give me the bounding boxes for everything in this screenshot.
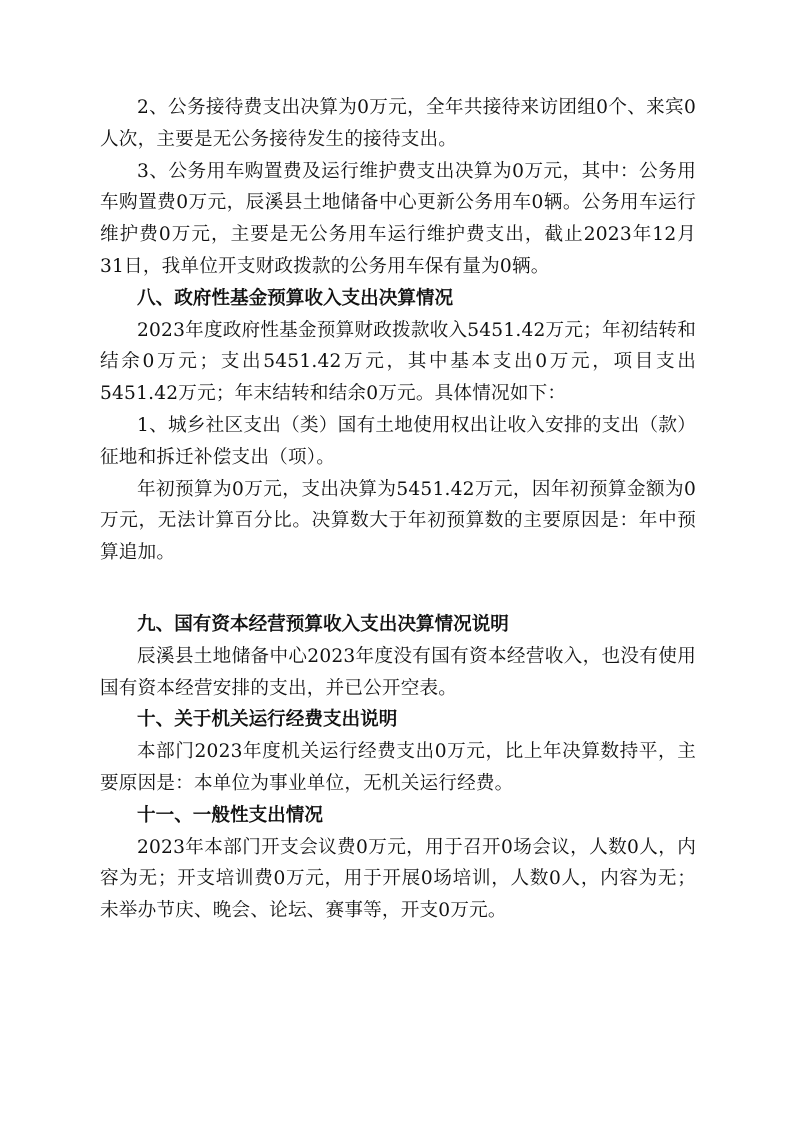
paragraph-state-capital: 辰溪县土地储备中心2023年度没有国有资本经营收入，也没有使用国有资本经营安排的支出，并已公开空表。 — [100, 645, 696, 699]
heading-general-expense: 十一、一般性支出情况 — [137, 804, 323, 826]
paragraph-fund-item: 1、城乡社区支出（类）国有土地使用权出让收入安排的支出（款）征地和拆迁补偿支出（项）。 — [100, 414, 696, 468]
paragraph-operating-expense: 本部门2023年度机关运行经费支出0万元，比上年决算数持平，主要原因是：本单位为事业单位，无机关运行经费。 — [100, 741, 696, 794]
paragraph-general-expense: 2023年本部门开支会议费0万元，用于召开0场会议，人数0人，内容为无；开支培训费0万元，用于开展0场培训，人数0人，内容为无；未举办节庆、晚会、论坛、赛事等，开支0万元。 — [100, 836, 696, 922]
document-page — [100, 92, 696, 927]
paragraph-reception-expense: 2、公务接待费支出决算为0万元，全年共接待来访团组0个、来宾0人次，主要是无公务接待发生的接待支出。 — [100, 97, 696, 150]
heading-operating-expense: 十、关于机关运行经费支出说明 — [137, 709, 398, 731]
heading-state-capital: 九、国有资本经营预算收入支出决算情况说明 — [137, 613, 509, 635]
paragraph-vehicle-expense: 3、公务用车购置费及运行维护费支出决算为0万元，其中：公务用车购置费0万元，辰溪县土地储备中心更新公务用车0辆。公务用车运行维护费0万元，主要是无公务用车运行维护费支出，截止2023年12月31日，我单位开支财政拨款的公务用车保有量为0辆。 — [100, 160, 696, 277]
heading-government-fund: 八、政府性基金预算收入支出决算情况 — [137, 287, 454, 309]
paragraph-fund-budget: 年初预算为0万元，支出决算为5451.42万元，因年初预算金额为0万元，无法计算百分比。决算数大于年初预算数的主要原因是：年中预算追加。 — [100, 478, 696, 564]
section-gap — [100, 569, 696, 609]
paragraph-fund-summary: 2023年度政府性基金预算财政拨款收入5451.42万元；年初结转和结余0万元；支出5451.42万元，其中基本支出0万元，项目支出5451.42万元；年末结转和结余0万元。具体情况如下： — [100, 319, 696, 405]
